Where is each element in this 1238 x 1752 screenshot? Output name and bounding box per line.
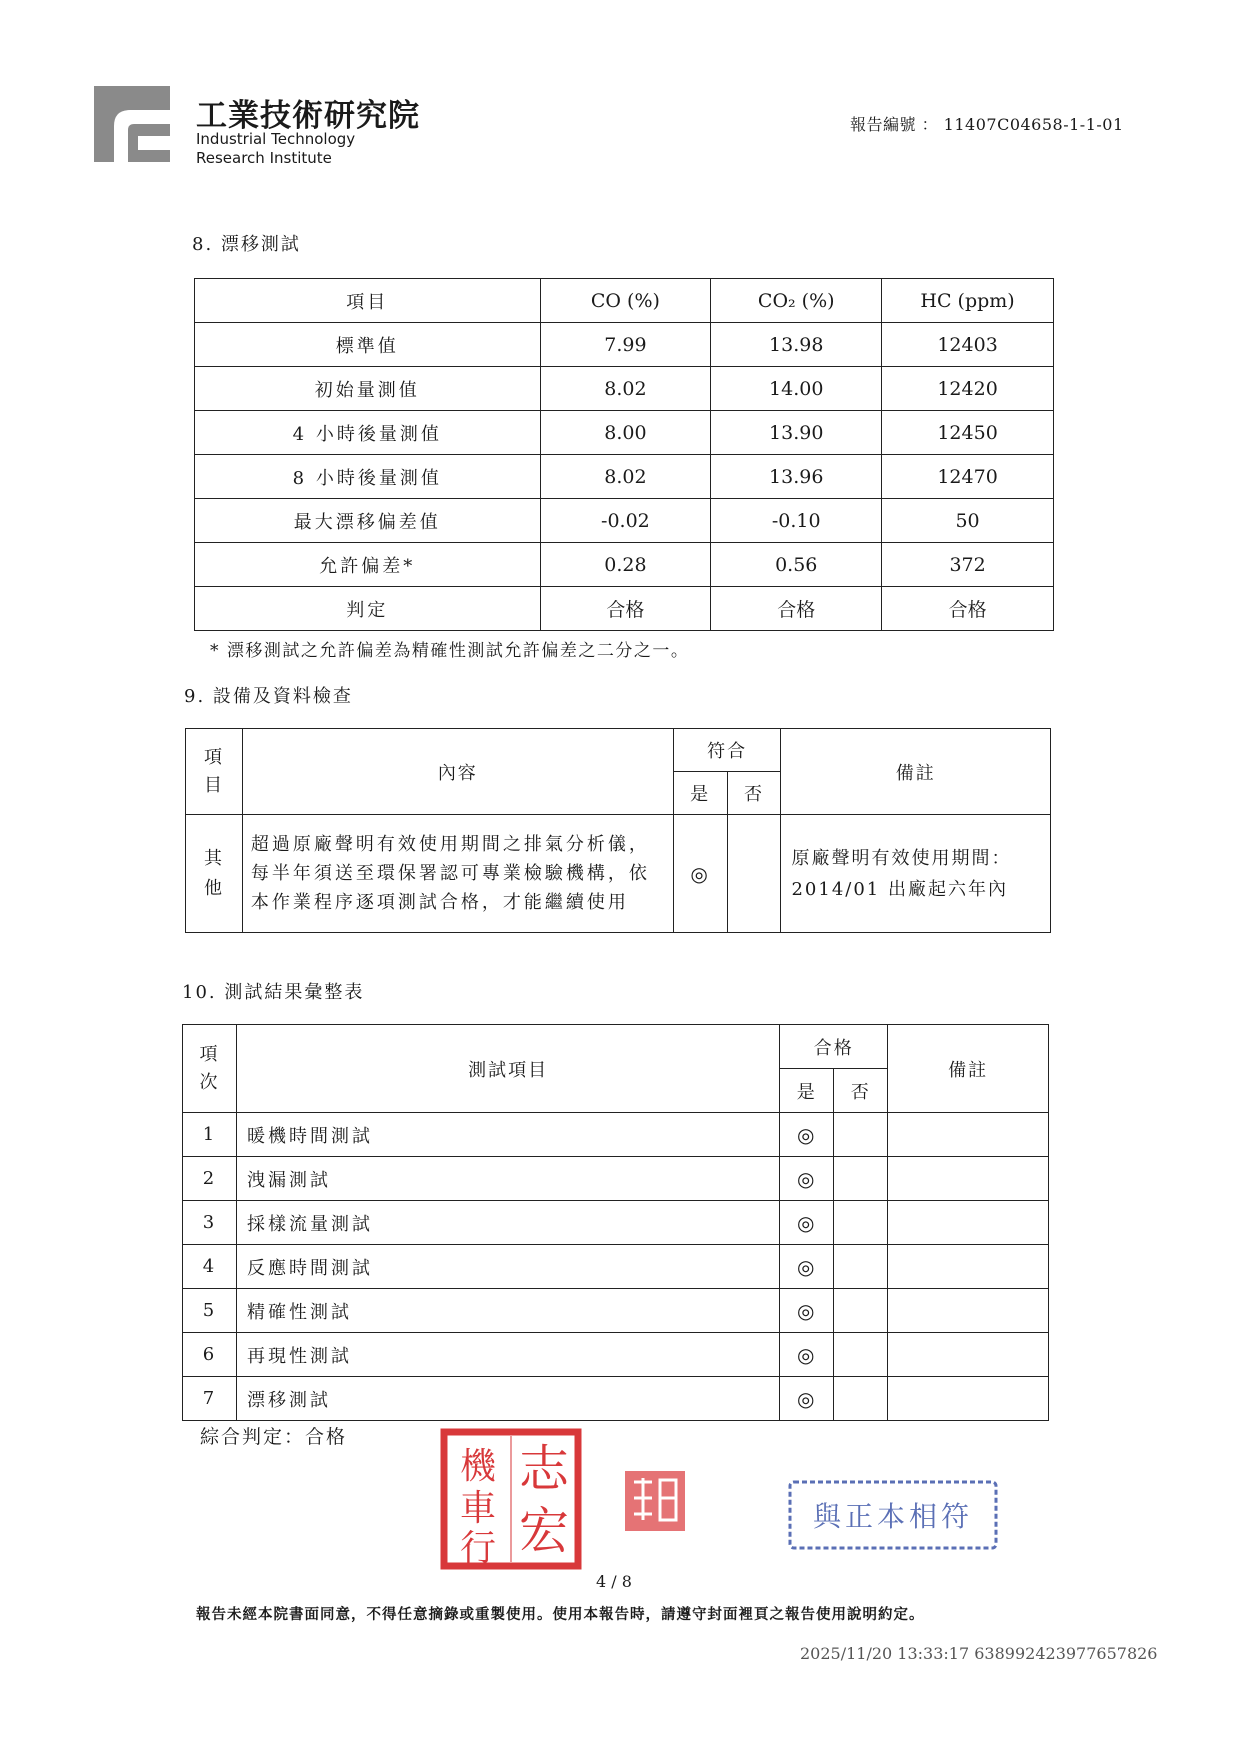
header-item: 項目: [186, 729, 243, 815]
pass-yes-mark: ◎: [780, 1245, 834, 1289]
org-name-en-line2: Research Institute: [196, 149, 332, 167]
pass-yes-mark: ◎: [780, 1289, 834, 1333]
table-cell: -0.02: [540, 499, 711, 543]
copy-certified-stamp-icon: [786, 1478, 1000, 1552]
row-item: 暖機時間測試: [236, 1113, 779, 1157]
svg-text:行: 行: [459, 1528, 497, 1569]
svg-text:機: 機: [459, 1446, 497, 1487]
company-seal-icon: [440, 1428, 582, 1570]
drift-note: * 漂移測試之允許偏差為精確性測試允許偏差之二分之一。: [210, 641, 690, 661]
personal-seal-icon: [622, 1468, 688, 1534]
table-row: [183, 1333, 1049, 1377]
header-no: 否: [727, 772, 781, 815]
report-number: 報告編號 ： 11407C04658-1-1-01: [850, 115, 1124, 134]
pass-yes-mark: ◎: [780, 1333, 834, 1377]
pass-no-mark: [834, 1201, 888, 1245]
table-cell: 12470: [882, 455, 1054, 499]
pass-no-mark: [834, 1113, 888, 1157]
table-row: [195, 411, 1054, 455]
table-row: [195, 543, 1054, 587]
table-cell: 12450: [882, 411, 1054, 455]
svg-text:車: 車: [459, 1488, 497, 1529]
header-yes: 是: [780, 1069, 834, 1113]
header-yes: 是: [673, 772, 727, 815]
table-cell: 0.56: [711, 543, 882, 587]
table-cell: 合格: [540, 587, 711, 631]
table-row: [195, 323, 1054, 367]
table-cell: 13.90: [711, 411, 882, 455]
header-cell: 項目: [195, 279, 541, 323]
org-name-en-line1: Industrial Technology: [196, 130, 356, 148]
table-row: [183, 1113, 1049, 1157]
row-item: 精確性測試: [236, 1289, 779, 1333]
conform-yes-mark: ◎: [673, 815, 727, 933]
row-index: 5: [183, 1289, 237, 1333]
row-item: 洩漏測試: [236, 1157, 779, 1201]
header-index: 項次: [183, 1025, 237, 1113]
print-timestamp: 2025/11/20 13:33:17 638992423977657826: [800, 1644, 1158, 1663]
page-number: 4 / 8: [596, 1572, 632, 1591]
row-remark: [888, 1245, 1049, 1289]
table-cell: 14.00: [711, 367, 882, 411]
section10-title: 10. 測試結果彙整表: [182, 982, 365, 1003]
row-index: 6: [183, 1333, 237, 1377]
row-index: 3: [183, 1201, 237, 1245]
section8-title: 8. 漂移測試: [192, 234, 301, 255]
row-item: 再現性測試: [236, 1333, 779, 1377]
table-row: [183, 1377, 1049, 1421]
row-index: 2: [183, 1157, 237, 1201]
row-content: 超過原廠聲明有效使用期間之排氣分析儀，每半年須送至環保署認可專業檢驗機構，依本作業程序逐項測試合格，才能繼續使用: [242, 815, 673, 933]
row-remark: [781, 815, 1051, 933]
table-row: [183, 1289, 1049, 1333]
pass-yes-mark: ◎: [780, 1377, 834, 1421]
test-summary-table: [182, 1024, 1049, 1421]
header-no: 否: [834, 1069, 888, 1113]
table-cell: 合格: [711, 587, 882, 631]
table-cell: 合格: [882, 587, 1054, 631]
table-row: [183, 1157, 1049, 1201]
pass-no-mark: [834, 1157, 888, 1201]
header-cell: CO (%): [540, 279, 711, 323]
svg-text:志: 志: [519, 1440, 569, 1498]
table-header-row: [195, 279, 1054, 323]
table-row: [195, 367, 1054, 411]
org-name-zh: 工業技術研究院: [196, 98, 420, 134]
org-name-en: [196, 130, 355, 168]
table-row: [195, 499, 1054, 543]
svg-text:宏: 宏: [519, 1502, 569, 1560]
table-cell: 8.02: [540, 455, 711, 499]
table-cell: 50: [882, 499, 1054, 543]
header-remark: 備註: [781, 729, 1051, 815]
header-item: 測試項目: [236, 1025, 779, 1113]
table-cell: 0.28: [540, 543, 711, 587]
table-header-row: [183, 1025, 1049, 1069]
remark-line1: 原廠聲明有效使用期間：: [791, 847, 1012, 869]
header-cell: HC (ppm): [882, 279, 1054, 323]
row-label: 判定: [195, 587, 541, 631]
header-remark: 備註: [888, 1025, 1049, 1113]
table-row: [195, 455, 1054, 499]
section9-title: 9. 設備及資料檢查: [184, 686, 353, 707]
row-label: 初始量測值: [195, 367, 541, 411]
table-cell: 13.96: [711, 455, 882, 499]
table-header-row: [186, 729, 1051, 772]
itri-logo-icon: [94, 86, 170, 162]
row-remark: [888, 1201, 1049, 1245]
equipment-check-table: [185, 728, 1051, 933]
pass-no-mark: [834, 1289, 888, 1333]
row-item: 其他: [186, 815, 243, 933]
header-content: 內容: [242, 729, 673, 815]
header-cell: CO₂ (%): [711, 279, 882, 323]
header-conform: 符合: [673, 729, 781, 772]
row-label: 允許偏差*: [195, 543, 541, 587]
footer-notice: 報告未經本院書面同意，不得任意摘錄或重製使用。使用本報告時，請遵守封面裡頁之報告使用說明約定。: [196, 1606, 925, 1623]
row-label: 標準值: [195, 323, 541, 367]
row-remark: [888, 1377, 1049, 1421]
pass-no-mark: [834, 1333, 888, 1377]
pass-no-mark: [834, 1377, 888, 1421]
table-cell: -0.10: [711, 499, 882, 543]
remark-line2: 2014/01 出廠起六年內: [791, 878, 1008, 900]
table-row: [183, 1245, 1049, 1289]
row-index: 1: [183, 1113, 237, 1157]
row-remark: [888, 1289, 1049, 1333]
table-cell: 12403: [882, 323, 1054, 367]
header-pass: 合格: [780, 1025, 888, 1069]
row-label: 8 小時後量測值: [195, 455, 541, 499]
row-label: 最大漂移偏差值: [195, 499, 541, 543]
row-index: 4: [183, 1245, 237, 1289]
pass-yes-mark: ◎: [780, 1157, 834, 1201]
row-remark: [888, 1113, 1049, 1157]
table-cell: 12420: [882, 367, 1054, 411]
table-row: [186, 815, 1051, 933]
table-row: [183, 1201, 1049, 1245]
pass-no-mark: [834, 1245, 888, 1289]
overall-judgement: 綜合判定：合格: [200, 1426, 348, 1448]
table-cell: 13.98: [711, 323, 882, 367]
row-label: 4 小時後量測值: [195, 411, 541, 455]
row-remark: [888, 1333, 1049, 1377]
row-remark: [888, 1157, 1049, 1201]
table-cell: 372: [882, 543, 1054, 587]
table-row: [195, 587, 1054, 631]
row-item: 反應時間測試: [236, 1245, 779, 1289]
conform-no-mark: [727, 815, 781, 933]
svg-text:與正本相符: 與正本相符: [812, 1500, 974, 1533]
table-cell: 7.99: [540, 323, 711, 367]
row-index: 7: [183, 1377, 237, 1421]
drift-test-table: [194, 278, 1054, 631]
table-cell: 8.02: [540, 367, 711, 411]
table-cell: 8.00: [540, 411, 711, 455]
row-item: 採樣流量測試: [236, 1201, 779, 1245]
pass-yes-mark: ◎: [780, 1201, 834, 1245]
row-item: 漂移測試: [236, 1377, 779, 1421]
pass-yes-mark: ◎: [780, 1113, 834, 1157]
